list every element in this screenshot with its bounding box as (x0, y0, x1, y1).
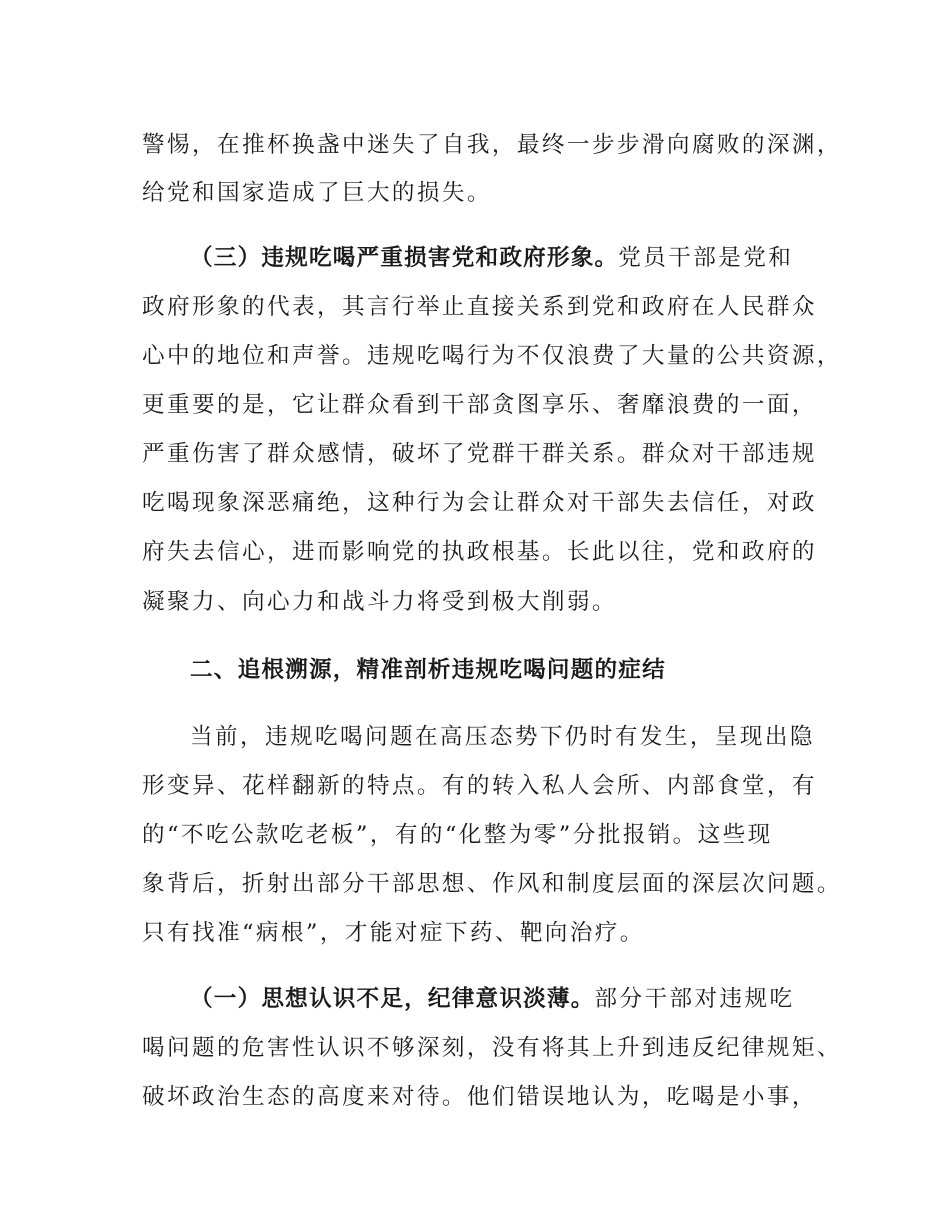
body-line: 给党和国家造成了巨大的损失。 (142, 180, 492, 206)
body-line: 喝问题的危害性认识不够深刻，没有将其上升到违反纪律规矩、 (142, 1035, 842, 1061)
body-line: 凝聚力、向心力和战斗力将受到极大削弱。 (142, 589, 617, 615)
section-heading: （三）违规吃喝严重损害党和政府形象。 (190, 245, 619, 271)
body-line: 政府形象的代表，其言行举止直接关系到党和政府在人民群众 (142, 294, 817, 320)
body-line: 破坏政治生态的高度来对待。他们错误地认为，吃喝是小事， (142, 1084, 817, 1110)
body-line: 当前，违规吃喝问题在高压态势下仍时有发生，呈现出隐 (190, 724, 815, 750)
body-line: 警惕，在推杯换盏中迷失了自我，最终一步步滑向腐败的深渊， (142, 132, 842, 158)
body-line: 府失去信心，进而影响党的执政根基。长此以往，党和政府的 (142, 539, 817, 565)
body-line: 的“不吃公款吃老板”，有的“化整为零”分批报销。这些现 (142, 822, 773, 848)
body-line: 只有找准“病根”，才能对症下药、靶向治疗。 (142, 920, 645, 946)
body-line: 象背后，折射出部分干部思想、作风和制度层面的深层次问题。 (142, 871, 842, 897)
body-line: 吃喝现象深恶痛绝，这种行为会让群众对干部失去信任，对政 (142, 490, 817, 516)
body-line: 形变异、花样翻新的特点。有的转入私人会所、内部食堂，有 (142, 773, 817, 799)
chapter-heading: 二、追根溯源，精准剖析违规吃喝问题的症结 (190, 657, 666, 683)
body-line: 严重伤害了群众感情，破坏了党群干群关系。群众对干部违规 (142, 441, 817, 467)
body-line: 更重要的是，它让群众看到干部贪图享乐、奢靡浪费的一面， (142, 392, 817, 418)
section-heading: （一）思想认识不足，纪律意识淡薄。 (190, 986, 595, 1012)
body-line: 心中的地位和声誉。违规吃喝行为不仅浪费了大量的公共资源， (142, 343, 842, 369)
body-text: 部分干部对违规吃 (594, 986, 795, 1012)
body-text: 党员干部是党和 (618, 245, 794, 271)
section-paragraph-first-line (190, 243, 842, 273)
section-paragraph-first-line (190, 984, 842, 1014)
